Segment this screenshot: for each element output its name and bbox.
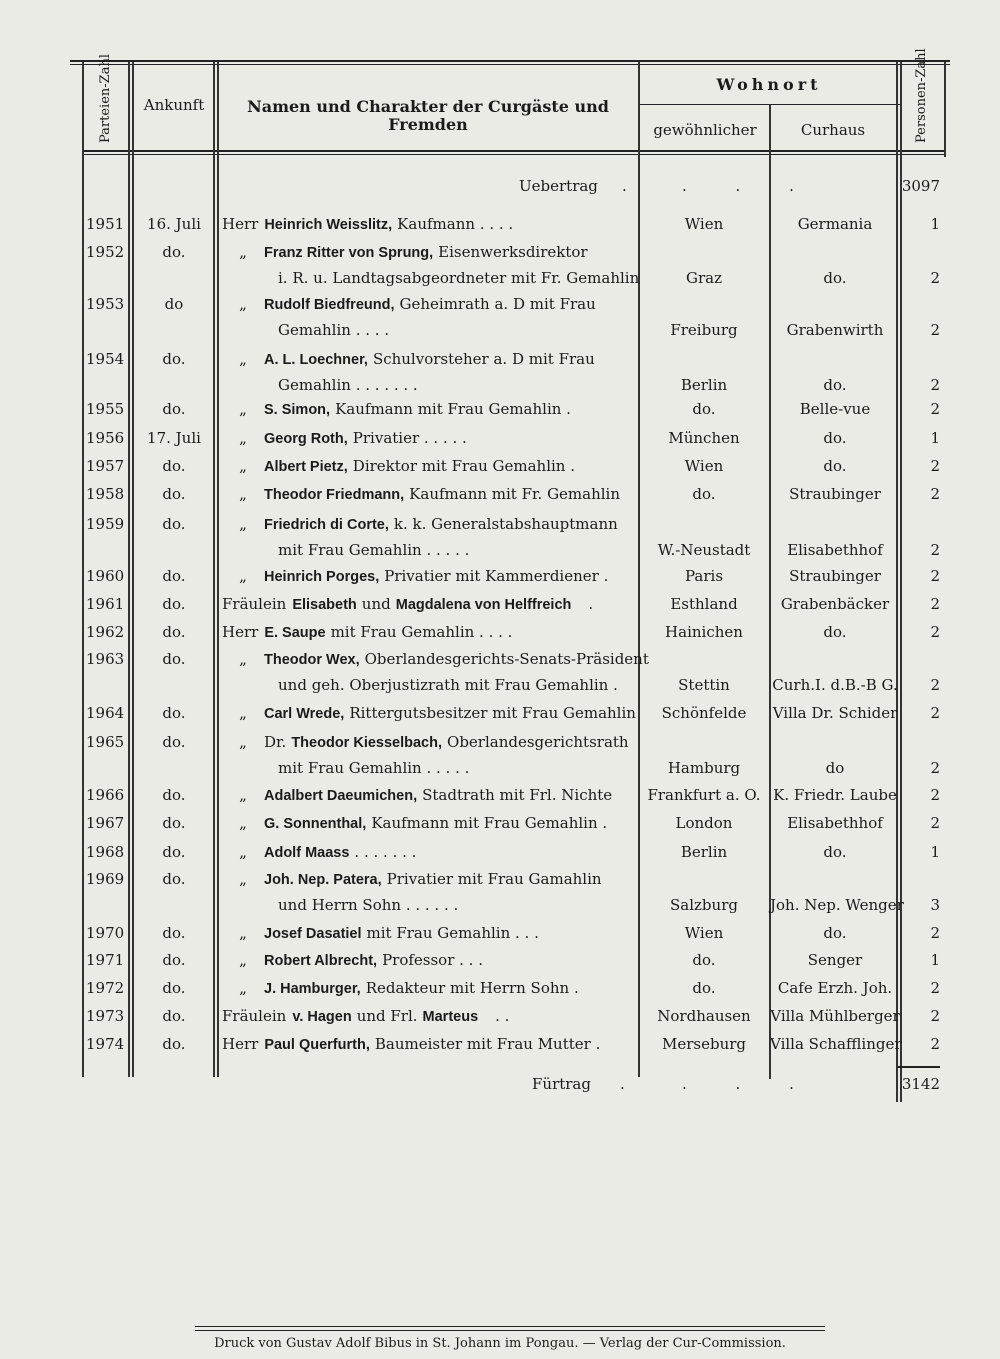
usual-residence: W.-Neustadt — [657, 541, 751, 559]
usual-residence: Nordhausen — [657, 1007, 751, 1025]
arrival-date: 16. Juli — [147, 215, 201, 233]
guest-entry-line — [222, 566, 638, 587]
guest-name-2: Marteus — [422, 1009, 479, 1025]
header-spa-house: Curhaus — [800, 121, 866, 139]
register-row — [82, 484, 942, 506]
guest-entry-line — [222, 703, 638, 724]
persons-count: 2 — [930, 595, 940, 613]
guest-name: Paul Querfurth, — [264, 1037, 370, 1053]
guest-description: Privatier . . . . . — [352, 429, 467, 447]
register-row — [82, 813, 942, 835]
guest-entry-line — [222, 649, 649, 670]
register-row — [82, 594, 942, 616]
guest-title: „ — [239, 515, 247, 533]
party-number: 1971 — [86, 951, 125, 969]
spa-house: Joh. Nep. Wenger — [770, 896, 904, 914]
guest-name: Adolf Maass — [264, 845, 350, 861]
party-number: 1954 — [86, 350, 125, 368]
guest-entry-line — [222, 294, 638, 315]
guest-entry-line — [222, 1034, 638, 1055]
register-row — [82, 1006, 942, 1028]
arrival-date: do. — [162, 924, 186, 942]
guest-entry-line-2: und Herrn Sohn . . . . . . — [278, 896, 459, 914]
guest-description: Redakteur mit Herrn Sohn . — [365, 979, 579, 997]
guest-name: S. Simon, — [264, 402, 331, 418]
guest-title: „ — [239, 650, 247, 668]
persons-count: 1 — [930, 951, 940, 969]
total-rule — [898, 1066, 940, 1068]
register-row — [82, 732, 942, 780]
guest-name: E. Saupe — [264, 625, 326, 641]
persons-count: 2 — [930, 1007, 940, 1025]
guest-title: „ — [239, 400, 247, 418]
usual-residence: London — [675, 814, 733, 832]
usual-residence: Frankfurt a. O. — [647, 786, 761, 804]
guest-name: Rudolf Biedfreund, — [264, 297, 395, 313]
usual-residence: Freiburg — [670, 321, 738, 339]
guest-entry-line — [222, 456, 638, 477]
usual-residence: Esthland — [670, 595, 738, 613]
spa-house: Belle-vue — [799, 400, 871, 418]
persons-count: 3 — [930, 896, 940, 914]
persons-count: 2 — [930, 376, 940, 394]
guest-description: Direktor mit Frau Gemahlin . — [352, 457, 575, 475]
header-bottom-rule-2 — [82, 154, 944, 155]
guest-title: „ — [239, 429, 247, 447]
guest-name-2: Magdalena von Helffreich — [395, 597, 572, 613]
carry-in-dots: . — [622, 177, 627, 195]
party-number: 1963 — [86, 650, 125, 668]
arrival-date: do. — [162, 733, 186, 751]
spa-house: Elisabethhof — [787, 814, 883, 832]
party-number: 1952 — [86, 243, 125, 261]
spa-house: do — [825, 759, 845, 777]
guest-description: Professor . . . — [382, 951, 483, 969]
persons-count: 2 — [930, 979, 940, 997]
spa-house: do. — [823, 429, 847, 447]
guest-title: „ — [239, 243, 247, 261]
arrival-date: do. — [162, 1035, 186, 1053]
party-number: 1972 — [86, 979, 125, 997]
spa-house: Villa Dr. Schider — [772, 704, 898, 722]
spa-house: Villa Mühlberger — [770, 1007, 900, 1025]
party-number: 1974 — [86, 1035, 125, 1053]
usual-residence: do. — [692, 951, 716, 969]
guest-name: Heinrich Weisslitz, — [264, 217, 393, 233]
guest-entry-line — [222, 349, 638, 370]
spa-house: K. Friedr. Laube — [773, 786, 897, 804]
persons-count: 1 — [930, 429, 940, 447]
col-divider-right — [944, 62, 946, 157]
arrival-date: do. — [162, 243, 186, 261]
register-row — [82, 428, 942, 450]
spa-house: Grabenwirth — [786, 321, 884, 339]
printer-imprint: Druck von Gustav Adolf Bibus in St. Johann im Pongau. — Verlag der Cur-Commission. — [214, 1336, 786, 1351]
guest-entry-line — [222, 842, 638, 863]
guest-description: k. k. Generalstabshauptmann — [393, 515, 618, 533]
party-number: 1973 — [86, 1007, 125, 1025]
header-persons-count — [914, 48, 929, 143]
register-row — [82, 703, 942, 725]
usual-residence: Wien — [684, 924, 724, 942]
usual-residence: Berlin — [680, 843, 728, 861]
header-names: Namen und Charakter der Curgäste und Fremden — [247, 97, 609, 134]
guest-description: Kaufmann . . . . — [397, 215, 514, 233]
arrival-date: do. — [162, 843, 186, 861]
usual-residence: München — [668, 429, 740, 447]
arrival-date: do. — [162, 704, 186, 722]
party-number: 1955 — [86, 400, 125, 418]
guest-title: „ — [239, 843, 247, 861]
guest-title: „ — [239, 924, 247, 942]
party-number: 1958 — [86, 485, 125, 503]
guest-name: Franz Ritter von Sprung, — [264, 245, 434, 261]
arrival-date: do. — [162, 786, 186, 804]
usual-residence: do. — [692, 400, 716, 418]
party-number: 1968 — [86, 843, 125, 861]
persons-count: 2 — [930, 567, 940, 585]
guest-name: Albert Pietz, — [264, 459, 348, 475]
usual-residence: do. — [692, 485, 716, 503]
guest-description-2: . . — [495, 1007, 510, 1025]
guest-entry-line — [222, 399, 638, 420]
register-row — [82, 456, 942, 478]
guest-title: Fräulein — [222, 595, 287, 613]
spa-house: Cafe Erzh. Joh. — [777, 979, 893, 997]
guest-title: „ — [239, 951, 247, 969]
register-row — [82, 785, 942, 807]
persons-count: 2 — [930, 400, 940, 418]
spa-house: Straubinger — [789, 567, 881, 585]
guest-name: Carl Wrede, — [264, 706, 345, 722]
register-row — [82, 649, 942, 697]
guest-entry-line — [222, 785, 638, 806]
arrival-date: do. — [162, 485, 186, 503]
arrival-date: do. — [162, 650, 186, 668]
spa-house: Grabenbäcker — [780, 595, 890, 613]
guest-name: Georg Roth, — [264, 431, 348, 447]
footer-rule-2 — [195, 1330, 825, 1331]
arrival-date: do. — [162, 350, 186, 368]
guest-description: Rittergutsbesitzer mit Frau Gemahlin — [349, 704, 636, 722]
spa-house: do. — [823, 269, 847, 287]
persons-count: 2 — [930, 485, 940, 503]
header-usual-residence: gewöhnlicher — [653, 121, 757, 139]
party-number: 1966 — [86, 786, 125, 804]
arrival-date: do. — [162, 567, 186, 585]
arrival-date: do. — [162, 814, 186, 832]
guest-entry-line-2: mit Frau Gemahlin . . . . . — [278, 759, 470, 777]
guest-name: Heinrich Porges, — [264, 569, 380, 585]
arrival-date: do. — [162, 400, 186, 418]
party-number: 1959 — [86, 515, 125, 533]
usual-residence: Paris — [684, 567, 724, 585]
party-number: 1961 — [86, 595, 125, 613]
guest-entry-line — [222, 1006, 638, 1027]
spa-house: do. — [823, 843, 847, 861]
usual-residence: Graz — [686, 269, 722, 287]
carry-out-label: Fürtrag — [532, 1075, 591, 1093]
guest-prefix: Dr. — [264, 733, 287, 751]
guest-description: Oberlandesgerichts-Senats-Präsident — [364, 650, 649, 668]
guest-entry-line — [222, 242, 638, 263]
guest-entry-line-2: i. R. u. Landtagsabgeordneter mit Fr. Gemahlin — [278, 269, 640, 287]
persons-count: 2 — [930, 924, 940, 942]
persons-count: 2 — [930, 269, 940, 287]
header-residence: Wohnort — [716, 75, 822, 94]
guest-entry-line-2: und geh. Oberjustizrath mit Frau Gemahlin . — [278, 676, 618, 694]
register-row — [82, 214, 942, 236]
footer-rule — [195, 1326, 825, 1327]
arrival-date: do — [164, 295, 184, 313]
guest-title: „ — [239, 295, 247, 313]
party-number: 1962 — [86, 623, 125, 641]
usual-residence: Hainichen — [665, 623, 743, 641]
usual-residence: Schönfelde — [661, 704, 747, 722]
guest-entry-line — [222, 428, 638, 449]
guest-name: Elisabeth — [292, 597, 357, 613]
guest-description: Kaufmann mit Frau Gemahlin . — [335, 400, 571, 418]
guest-name: Friedrich di Corte, — [264, 517, 389, 533]
guest-title: Herr — [222, 1035, 259, 1053]
party-number: 1967 — [86, 814, 125, 832]
guest-description: Stadtrath mit Frl. Nichte — [422, 786, 613, 804]
carry-out-value: 3142 — [901, 1075, 940, 1093]
guest-name: Theodor Friedmann, — [264, 487, 405, 503]
header-persons-text: Personen-Zahl — [914, 48, 929, 143]
spa-house: Straubinger — [789, 485, 881, 503]
arrival-date: do. — [162, 951, 186, 969]
register-row — [82, 978, 942, 1000]
guest-entry-line — [222, 622, 638, 643]
register-row — [82, 950, 942, 972]
register-row — [82, 242, 942, 290]
register-row — [82, 842, 942, 864]
usual-residence: do. — [692, 979, 716, 997]
guest-title: „ — [239, 485, 247, 503]
guest-name: Theodor Wex, — [264, 652, 360, 668]
persons-count: 2 — [930, 814, 940, 832]
guest-name: Joh. Nep. Patera, — [264, 872, 382, 888]
guest-entry-line-2: Gemahlin . . . . . . . — [278, 376, 418, 394]
guest-entry-line — [222, 950, 638, 971]
guest-title: Fräulein — [222, 1007, 287, 1025]
persons-count: 2 — [930, 321, 940, 339]
party-number: 1964 — [86, 704, 125, 722]
top-rule — [70, 60, 950, 62]
guest-title: „ — [239, 567, 247, 585]
spa-house: do. — [823, 457, 847, 475]
guest-title: Herr — [222, 623, 259, 641]
carry-in-label: Uebertrag — [519, 177, 598, 195]
persons-count: 1 — [930, 843, 940, 861]
guest-entry-line-2: mit Frau Gemahlin . . . . . — [278, 541, 470, 559]
usual-residence: Salzburg — [670, 896, 738, 914]
party-number: 1960 — [86, 567, 125, 585]
party-number: 1957 — [86, 457, 125, 475]
header-party-count — [98, 54, 113, 143]
guest-description: Kaufmann mit Fr. Gemahlin — [409, 485, 621, 503]
guest-description: . . . . . . . — [354, 843, 417, 861]
guest-description: Geheimrath a. D mit Frau — [399, 295, 596, 313]
carry-in-dots-2: . . . — [682, 177, 816, 195]
guest-name: Robert Albrecht, — [264, 953, 378, 969]
guest-entry-line — [222, 813, 638, 834]
guest-title: „ — [239, 733, 247, 751]
guest-title: „ — [239, 704, 247, 722]
guest-description: und Frl. — [356, 1007, 418, 1025]
guest-entry-line — [222, 869, 638, 890]
usual-residence: Hamburg — [667, 759, 741, 777]
guest-name: Josef Dasatiel — [264, 926, 362, 942]
top-rule-thin — [70, 64, 950, 65]
guest-name: v. Hagen — [292, 1009, 352, 1025]
persons-count: 1 — [930, 215, 940, 233]
guest-title: „ — [239, 350, 247, 368]
guest-name: Theodor Kiesselbach, — [291, 735, 443, 751]
carry-out-dots-2: . . . — [682, 1075, 816, 1093]
usual-residence: Merseburg — [661, 1035, 747, 1053]
party-number: 1969 — [86, 870, 125, 888]
guest-name: G. Sonnenthal, — [264, 816, 367, 832]
arrival-date: do. — [162, 979, 186, 997]
usual-residence: Wien — [684, 457, 724, 475]
persons-count: 2 — [930, 1035, 940, 1053]
persons-count: 2 — [930, 541, 940, 559]
guest-description: Eisenwerksdirektor — [438, 243, 588, 261]
arrival-date: do. — [162, 515, 186, 533]
guest-name: J. Hamburger, — [264, 981, 361, 997]
guest-description: Privatier mit Kammerdiener . — [384, 567, 609, 585]
guest-title: „ — [239, 870, 247, 888]
guest-entry-line — [222, 214, 638, 235]
carry-in-row — [82, 176, 942, 196]
guest-entry-line — [222, 923, 638, 944]
guest-title: Herr — [222, 215, 259, 233]
register-row — [82, 1034, 942, 1056]
usual-residence: Wien — [684, 215, 724, 233]
party-number: 1953 — [86, 295, 125, 313]
persons-count: 2 — [930, 704, 940, 722]
guest-description: Oberlandesgerichtsrath — [447, 733, 629, 751]
guest-description: Privatier mit Frau Gamahlin — [386, 870, 602, 888]
spa-house: Villa Schafflinger — [770, 1035, 902, 1053]
register-row — [82, 566, 942, 588]
guest-entry-line — [222, 978, 638, 999]
party-number: 1956 — [86, 429, 125, 447]
persons-count: 2 — [930, 457, 940, 475]
guest-description: Baumeister mit Frau Mutter . — [374, 1035, 601, 1053]
guest-entry-line — [222, 514, 638, 535]
guest-name: A. L. Loechner, — [264, 352, 368, 368]
guest-title: „ — [239, 457, 247, 475]
guest-description: mit Frau Gemahlin . . . . — [330, 623, 513, 641]
guest-description: Kaufmann mit Frau Gemahlin . — [371, 814, 608, 832]
register-row — [82, 349, 942, 397]
persons-count: 2 — [930, 623, 940, 641]
register-row — [82, 923, 942, 945]
carry-out-row — [82, 1074, 942, 1094]
persons-count: 2 — [930, 676, 940, 694]
arrival-date: do. — [162, 623, 186, 641]
carry-out-dots: . — [620, 1075, 625, 1093]
arrival-date: do. — [162, 595, 186, 613]
guest-entry-line — [222, 594, 638, 615]
arrival-date: do. — [162, 870, 186, 888]
register-row — [82, 622, 942, 644]
guest-name: Adalbert Daeumichen, — [264, 788, 418, 804]
guest-description-2: . — [588, 595, 594, 613]
spa-house: Senger — [807, 951, 863, 969]
guest-entry-line-2: Gemahlin . . . . — [278, 321, 390, 339]
guest-entry-line — [222, 732, 638, 753]
spa-house: do. — [823, 924, 847, 942]
guest-title: „ — [239, 979, 247, 997]
spa-house: Germania — [797, 215, 873, 233]
usual-residence: Stettin — [678, 676, 730, 694]
usual-residence: Berlin — [680, 376, 728, 394]
arrival-date: do. — [162, 457, 186, 475]
guest-description: und — [361, 595, 391, 613]
guest-title: „ — [239, 786, 247, 804]
spa-house: do. — [823, 623, 847, 641]
register-row — [82, 869, 942, 917]
guest-title: „ — [239, 814, 247, 832]
header-bottom-rule — [82, 150, 944, 152]
spa-house: Curh.I. d.B.-B G. — [772, 676, 898, 694]
carry-in-value: 3097 — [901, 177, 940, 195]
header-arrival: Ankunft — [143, 96, 205, 114]
guest-description: mit Frau Gemahlin . . . — [366, 924, 539, 942]
spa-house: do. — [823, 376, 847, 394]
header-party-text: Parteien-Zahl — [98, 54, 113, 143]
persons-count: 2 — [930, 786, 940, 804]
arrival-date: do. — [162, 1007, 186, 1025]
guest-entry-line — [222, 484, 638, 505]
party-number: 1965 — [86, 733, 125, 751]
spa-house: Elisabethhof — [787, 541, 883, 559]
register-row — [82, 514, 942, 562]
persons-count: 2 — [930, 759, 940, 777]
guest-description: Schulvorsteher a. D mit Frau — [372, 350, 595, 368]
register-row — [82, 294, 942, 342]
party-number: 1951 — [86, 215, 125, 233]
register-row — [82, 399, 942, 421]
arrival-date: 17. Juli — [147, 429, 201, 447]
party-number: 1970 — [86, 924, 125, 942]
